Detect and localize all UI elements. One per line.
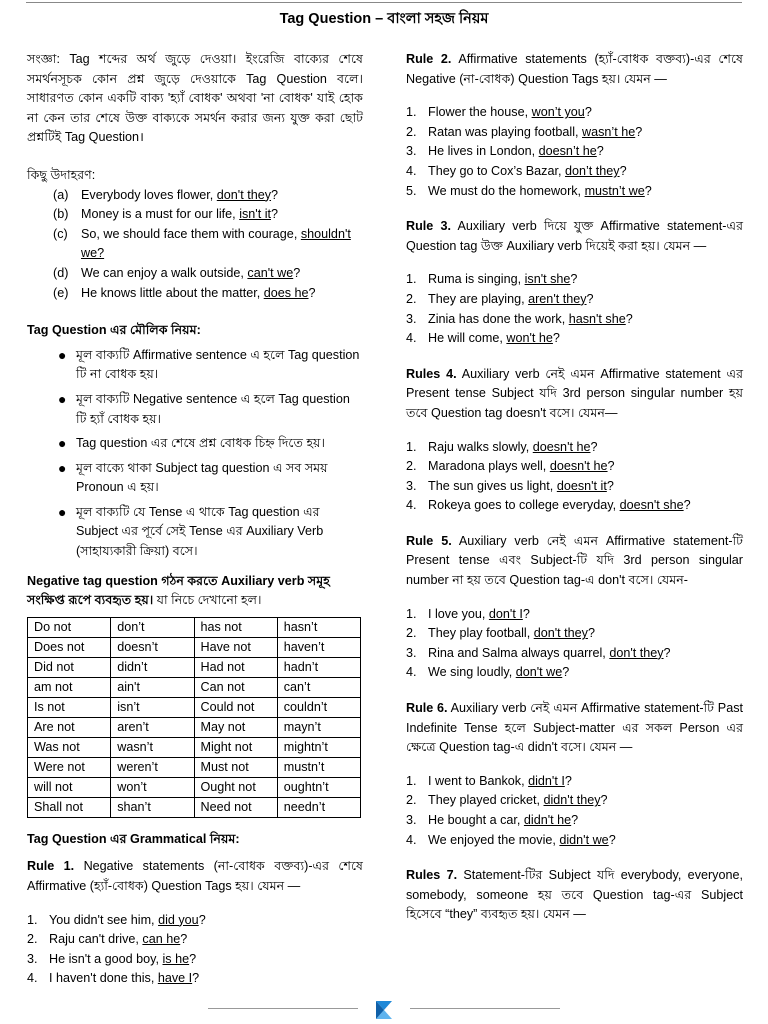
table-cell: didn’t — [111, 657, 194, 677]
table-cell: shan’t — [111, 797, 194, 817]
item-end: ? — [619, 163, 627, 178]
item-end: ? — [570, 272, 578, 287]
basic-rule-item — [27, 434, 363, 454]
example-text: Money is a must for our life, — [81, 207, 240, 222]
item-tag: can he — [142, 932, 181, 947]
rule-desc-text: Auxiliary verb নেই এমন Affirmative statement-টি Past Indefinite Tense হলে Subject-matter এর সকল Person এর ক্ষেত্রে Question tag-এ didn't বসে। যেমন — — [406, 701, 743, 755]
basic-rule-text: মূল বাক্যটি Affirmative sentence এ হলে Tag question টি না বোধক হয়। — [76, 347, 360, 382]
table-row — [28, 777, 361, 797]
rule-example-item — [406, 270, 743, 290]
item-tag: doesn’t he — [538, 144, 597, 159]
example-end: ? — [271, 187, 279, 202]
item-text: Ruma is singing, — [428, 272, 525, 287]
rule-1-block — [27, 857, 363, 989]
table-cell: weren’t — [111, 757, 194, 777]
item-text: They play football, — [428, 626, 534, 641]
neg-table-intro-bold: Negative tag question গঠন করতে Auxiliary verb সমূহ সংক্ষিপ্ত রূপে ব্যবহৃত হয়। — [27, 573, 330, 608]
item-end: ? — [600, 793, 608, 808]
bullet-icon: ● — [58, 503, 67, 520]
example-label: (a) — [53, 187, 69, 202]
item-tag: isn't she — [524, 272, 571, 287]
item-end: ? — [571, 813, 579, 827]
item-tag: didn't he — [523, 813, 572, 827]
table-cell: Might not — [194, 737, 277, 757]
table-cell: ain't — [111, 677, 194, 697]
item-number: 4. — [406, 665, 417, 680]
rule-2-block — [406, 50, 743, 201]
table-cell: Have not — [194, 637, 277, 657]
item-tag: have I — [157, 971, 193, 986]
item-text: He will come, — [428, 331, 507, 346]
bullet-icon: ● — [58, 459, 67, 476]
rule-example-item — [406, 624, 743, 644]
item-end: ? — [189, 951, 197, 966]
table-row — [28, 737, 361, 757]
rule-desc-text: Negative statements (না-বোধক বক্তব্য)-এর শেষে Affirmative (হ্যাঁ-বোধক) Question Tags হয়। যেমন — — [27, 859, 363, 894]
example-tag: don't they — [216, 187, 272, 202]
item-tag: aren't they — [528, 291, 587, 306]
item-number: 3. — [406, 144, 417, 159]
definition-term: Tag Question — [246, 71, 327, 86]
item-tag: don't we — [515, 665, 563, 680]
item-end: ? — [192, 971, 200, 986]
rule-desc-text: Statement-টির Subject যদি everybody, everyone, somebody, someone হয় তবে Question tag-এর Subject হিসেবে “they” ব্যবহৃত হয়। যেমন — — [406, 868, 743, 922]
definition-text: বলে। সাধারণত কোন একটি বাক্য 'হ্যাঁ বোধক' অথবা 'না বোধক' যাই হোক না কেন তার শেষে উক্ত বাক্যকে সমর্থন করার জন্য যুক্ত করা ছোট প্রশ্নটিই — [27, 71, 363, 145]
table-cell: Must not — [194, 757, 277, 777]
item-text: Ratan was playing football, — [428, 124, 583, 139]
item-tag: doesn't he — [532, 439, 591, 454]
example-item — [27, 186, 363, 206]
item-number: 4. — [27, 971, 38, 986]
table-cell: Can not — [194, 677, 277, 697]
table-cell: Are not — [28, 717, 111, 737]
rule-desc-text: Auxiliary verb দিয়ে যুক্ত Affirmative statement-এর Question tag উক্ত Auxiliary verb দিয়েই করা হয়। যেমন — — [406, 219, 743, 253]
table-cell: Is not — [28, 697, 111, 717]
example-label: (b) — [53, 207, 69, 222]
rule-example-item — [406, 123, 743, 143]
example-item — [27, 205, 363, 225]
item-tag: don't I — [488, 606, 523, 621]
rule-example-item — [406, 310, 743, 330]
item-text: He isn't a good boy, — [49, 951, 163, 966]
item-end: ? — [564, 773, 572, 788]
item-number: 4. — [406, 832, 417, 847]
basic-rule-item — [27, 459, 363, 498]
example-text: So, we should face them with courage, — [81, 226, 301, 241]
rule-description — [406, 699, 743, 758]
basic-rule-text: Tag question এর শেষে প্রশ্ন বোধক চিহ্ন দিতে হয়। — [76, 436, 325, 451]
item-number: 2. — [406, 626, 417, 641]
rule-example-item — [27, 911, 363, 931]
rule-example-item — [406, 329, 743, 349]
item-number: 2. — [406, 291, 417, 306]
example-label: (c) — [53, 226, 68, 241]
rule-4-block — [406, 365, 743, 516]
table-cell: Were not — [28, 757, 111, 777]
table-row — [28, 637, 361, 657]
basic-rule-text: মূল বাক্যে থাকা Subject tag question এ সব সময় Pronoun এ হয়। — [76, 460, 328, 495]
definition-paragraph — [27, 50, 363, 148]
item-tag: don't they — [533, 626, 588, 641]
item-end: ? — [635, 124, 643, 139]
rule-example-item — [406, 605, 743, 625]
rule-description — [406, 217, 743, 256]
table-cell: mayn’t — [277, 717, 360, 737]
item-text: We sing loudly, — [428, 665, 516, 680]
basic-rule-text: মূল বাক্যটি Negative sentence এ হলে Tag question টি হ্যাঁ বোধক হয়। — [76, 391, 350, 426]
item-number: 4. — [406, 163, 417, 178]
footer-rule-left — [208, 1008, 358, 1009]
rule-label: Rule 1. — [27, 859, 75, 874]
basic-rule-item — [27, 346, 363, 385]
item-number: 3. — [406, 311, 417, 326]
item-text: They are playing, — [428, 291, 529, 306]
basic-rule-text: মূল বাক্যটি যে Tense এ থাকে Tag question এর Subject এর পূর্বে সেই Tense এর Auxiliary Verb (সাহায্যকারী ক্রিয়া) বসে। — [76, 504, 324, 559]
rule-6-block — [406, 699, 743, 850]
rule-example-item — [406, 772, 743, 792]
example-text: He knows little about the matter, — [81, 285, 264, 300]
item-number: 3. — [406, 645, 417, 660]
item-end: ? — [590, 439, 598, 454]
page-footer — [0, 994, 768, 1024]
rule-label: Rule 3. — [406, 219, 451, 234]
examples-heading: কিছু উদাহরণ: — [27, 167, 96, 182]
neg-table-intro — [27, 572, 363, 611]
item-tag: doesn't she — [619, 498, 684, 513]
item-end: ? — [198, 912, 206, 927]
item-number: 5. — [406, 183, 417, 198]
rule-example-list — [27, 911, 363, 989]
item-text: They played cricket, — [428, 793, 544, 808]
rule-example-item — [406, 438, 743, 458]
item-tag: wasn’t he — [582, 124, 636, 139]
item-tag: did you — [158, 912, 199, 927]
rule-example-item — [406, 457, 743, 477]
definition-text: । — [139, 130, 144, 145]
rule-example-list — [406, 605, 743, 683]
table-cell: Was not — [28, 737, 111, 757]
rule-example-item — [406, 142, 743, 162]
item-number: 3. — [27, 951, 38, 966]
example-end: ? — [308, 285, 316, 300]
item-tag: mustn’t we — [584, 183, 645, 198]
item-tag: don’t they — [564, 163, 620, 178]
rule-example-item — [406, 162, 743, 182]
item-number: 2. — [406, 124, 417, 139]
table-row — [28, 697, 361, 717]
table-cell: Could not — [194, 697, 277, 717]
footer-rule-right — [410, 1008, 560, 1009]
rule-description — [406, 532, 743, 591]
rule-example-item — [406, 663, 743, 683]
table-cell: Ought not — [194, 777, 277, 797]
rule-example-item — [406, 791, 743, 811]
item-tag: doesn't it — [556, 478, 607, 493]
item-end: ? — [586, 291, 594, 306]
example-end: ? — [271, 207, 279, 222]
rule-description — [27, 857, 363, 896]
item-tag: is he — [162, 951, 190, 966]
item-text: We must do the homework, — [428, 183, 585, 198]
rule-example-list — [406, 103, 743, 201]
example-item — [27, 264, 363, 284]
rule-description — [406, 866, 743, 925]
item-tag: won't he — [506, 331, 553, 346]
definition-text: সংজ্ঞা: Tag শব্দের অর্থ জুড়ে দেওয়া। ইংরেজি বাক্যের শেষে সমর্থনসূচক কোন প্রশ্ন জুড়ে দেওয়াকে — [27, 52, 363, 86]
rule-desc-text: Affirmative statements (হ্যাঁ-বোধক বক্তব্য)-এর শেষে Negative (না-বোধক) Question Tags হয়। যেমন — — [406, 52, 743, 86]
table-row — [28, 677, 361, 697]
left-column — [27, 50, 363, 989]
rule-5-block — [406, 532, 743, 683]
table-cell: May not — [194, 717, 277, 737]
basic-rule-item — [27, 503, 363, 562]
grammar-heading: Tag Question এর Grammatical নিয়ম: — [27, 831, 240, 846]
rule-desc-text: Auxiliary verb নেই এমন Affirmative statement-টি Present tense এবং Subject-টি যদি 3rd person singular number না হয় তবে Question tag-এ don't বসে। যেমন- — [406, 533, 743, 588]
rule-3-block — [406, 217, 743, 349]
example-label: (d) — [53, 265, 69, 280]
negative-contractions-table — [27, 617, 361, 818]
item-number: 1. — [406, 439, 417, 454]
item-tag: didn't I — [528, 773, 565, 788]
item-tag: hasn't she — [568, 311, 626, 326]
item-number: 1. — [406, 773, 417, 788]
table-cell: oughtn’t — [277, 777, 360, 797]
table-cell: don’t — [111, 617, 194, 637]
example-label: (e) — [53, 285, 69, 300]
item-end: ? — [587, 626, 595, 641]
table-cell: can’t — [277, 677, 360, 697]
table-row — [28, 657, 361, 677]
example-text: Everybody loves flower, — [81, 187, 217, 202]
item-number: 1. — [406, 272, 417, 287]
rule-example-item — [27, 930, 363, 950]
table-cell: isn’t — [111, 697, 194, 717]
table-row — [28, 717, 361, 737]
item-tag: didn't they — [543, 793, 601, 808]
item-end: ? — [522, 606, 530, 621]
neg-table-intro-rest: যা নিচে দেখানো হল। — [153, 593, 262, 608]
example-item — [27, 225, 363, 264]
example-tag: does he — [263, 285, 309, 300]
item-number: 2. — [27, 932, 38, 947]
item-text: He lives in London, — [428, 144, 539, 159]
table-cell: Had not — [194, 657, 277, 677]
table-cell: wasn’t — [111, 737, 194, 757]
item-tag: won’t you — [531, 105, 585, 120]
item-tag: doesn't he — [549, 459, 608, 474]
example-end: ? — [293, 265, 301, 280]
item-text: They go to Cox’s Bazar, — [428, 163, 565, 178]
table-cell: aren’t — [111, 717, 194, 737]
item-text: I haven't done this, — [49, 971, 158, 986]
item-text: The sun gives us light, — [428, 478, 557, 493]
item-end: ? — [562, 665, 570, 680]
item-end: ? — [683, 498, 691, 513]
item-number: 3. — [406, 478, 417, 493]
rule-label: Rule 2. — [406, 52, 452, 66]
table-cell: Do not — [28, 617, 111, 637]
item-end: ? — [607, 459, 615, 474]
item-end: ? — [608, 832, 616, 847]
rule-example-item — [406, 182, 743, 202]
table-cell: hadn’t — [277, 657, 360, 677]
logo-icon — [374, 999, 394, 1021]
rule-label: Rules 7. — [406, 868, 458, 883]
item-text: Raju can't drive, — [49, 932, 143, 947]
example-text: We can enjoy a walk outside, — [81, 265, 248, 280]
item-end: ? — [606, 478, 614, 493]
rule-example-item — [406, 831, 743, 851]
table-cell: mustn’t — [277, 757, 360, 777]
item-end: ? — [644, 183, 652, 198]
item-number: 1. — [406, 105, 417, 120]
rule-example-list — [406, 438, 743, 516]
item-text: I love you, — [428, 606, 489, 621]
item-text: Rina and Salma always quarrel, — [428, 645, 610, 660]
table-row — [28, 797, 361, 817]
table-cell: doesn’t — [111, 637, 194, 657]
table-cell: will not — [28, 777, 111, 797]
table-cell: needn’t — [277, 797, 360, 817]
item-end: ? — [180, 932, 188, 947]
rule-example-item — [27, 950, 363, 970]
example-tag: isn't it — [239, 207, 271, 222]
rule-label: Rule 5. — [406, 533, 452, 548]
top-rule — [26, 2, 742, 3]
table-cell: Does not — [28, 637, 111, 657]
example-tag: can't we — [247, 265, 294, 280]
item-text: Rokeya goes to college everyday, — [428, 498, 620, 513]
rule-example-list — [406, 772, 743, 850]
table-cell: am not — [28, 677, 111, 697]
basic-rules-heading: Tag Question এর মৌলিক নিয়ম: — [27, 323, 201, 338]
bullet-icon: ● — [58, 390, 67, 407]
table-cell: Did not — [28, 657, 111, 677]
table-cell: won’t — [111, 777, 194, 797]
item-number: 2. — [406, 793, 417, 808]
item-end: ? — [625, 311, 633, 326]
item-number: 4. — [406, 331, 417, 346]
item-text: Zinia has done the work, — [428, 311, 569, 326]
rule-label: Rules 4. — [406, 366, 457, 381]
rule-description — [406, 50, 743, 89]
item-end: ? — [663, 645, 671, 660]
item-number: 2. — [406, 459, 417, 474]
page-title: Tag Question – বাংলা সহজ নিয়ম — [279, 11, 489, 27]
item-tag: didn't we — [559, 832, 609, 847]
item-number: 4. — [406, 498, 417, 513]
rule-description — [406, 365, 743, 424]
rule-example-item — [406, 477, 743, 497]
bullet-icon: ● — [58, 435, 67, 452]
rule-example-item — [406, 103, 743, 123]
definition-term: Tag Question — [64, 130, 140, 145]
item-text: Maradona plays well, — [428, 459, 550, 474]
rule-example-item — [406, 644, 743, 664]
table-row — [28, 757, 361, 777]
item-end: ? — [552, 331, 560, 346]
table-cell: Shall not — [28, 797, 111, 817]
rule-7-block — [406, 866, 743, 925]
item-end: ? — [584, 105, 592, 120]
example-tag: shouldn't we? — [81, 226, 351, 261]
rule-example-item — [27, 969, 363, 989]
rule-example-item — [406, 290, 743, 310]
table-cell: mightn’t — [277, 737, 360, 757]
table-cell: hasn’t — [277, 617, 360, 637]
right-column — [406, 50, 743, 925]
item-number: 1. — [406, 606, 417, 621]
rule-example-item — [406, 811, 743, 831]
rule-label: Rule 6. — [406, 701, 448, 716]
item-tag: don't they — [609, 645, 664, 660]
item-text: You didn't see him, — [49, 912, 159, 927]
table-cell: Need not — [194, 797, 277, 817]
item-text: Raju walks slowly, — [428, 439, 533, 454]
table-cell: couldn’t — [277, 697, 360, 717]
item-text: We enjoyed the movie, — [428, 832, 560, 847]
item-number: 3. — [406, 813, 417, 827]
table-cell: haven’t — [277, 637, 360, 657]
item-text: He bought a car, — [428, 813, 524, 827]
table-cell: has not — [194, 617, 277, 637]
examples-list — [27, 186, 363, 304]
rule-example-item — [406, 496, 743, 516]
bullet-icon: ● — [58, 346, 67, 363]
table-row — [28, 617, 361, 637]
item-text: I went to Bankok, — [428, 773, 529, 788]
item-end: ? — [596, 144, 604, 159]
item-text: Flower the house, — [428, 105, 532, 120]
rule-desc-text: Auxiliary verb নেই এমন Affirmative statement এর Present tense Subject যদি 3rd person singular number হয় তবে Question tag doesn't বসে। যেমন— — [406, 366, 743, 420]
rule-example-list — [406, 270, 743, 348]
basic-rule-item — [27, 390, 363, 429]
example-item — [27, 284, 363, 304]
basic-rules-list — [27, 346, 363, 562]
item-number: 1. — [27, 912, 38, 927]
